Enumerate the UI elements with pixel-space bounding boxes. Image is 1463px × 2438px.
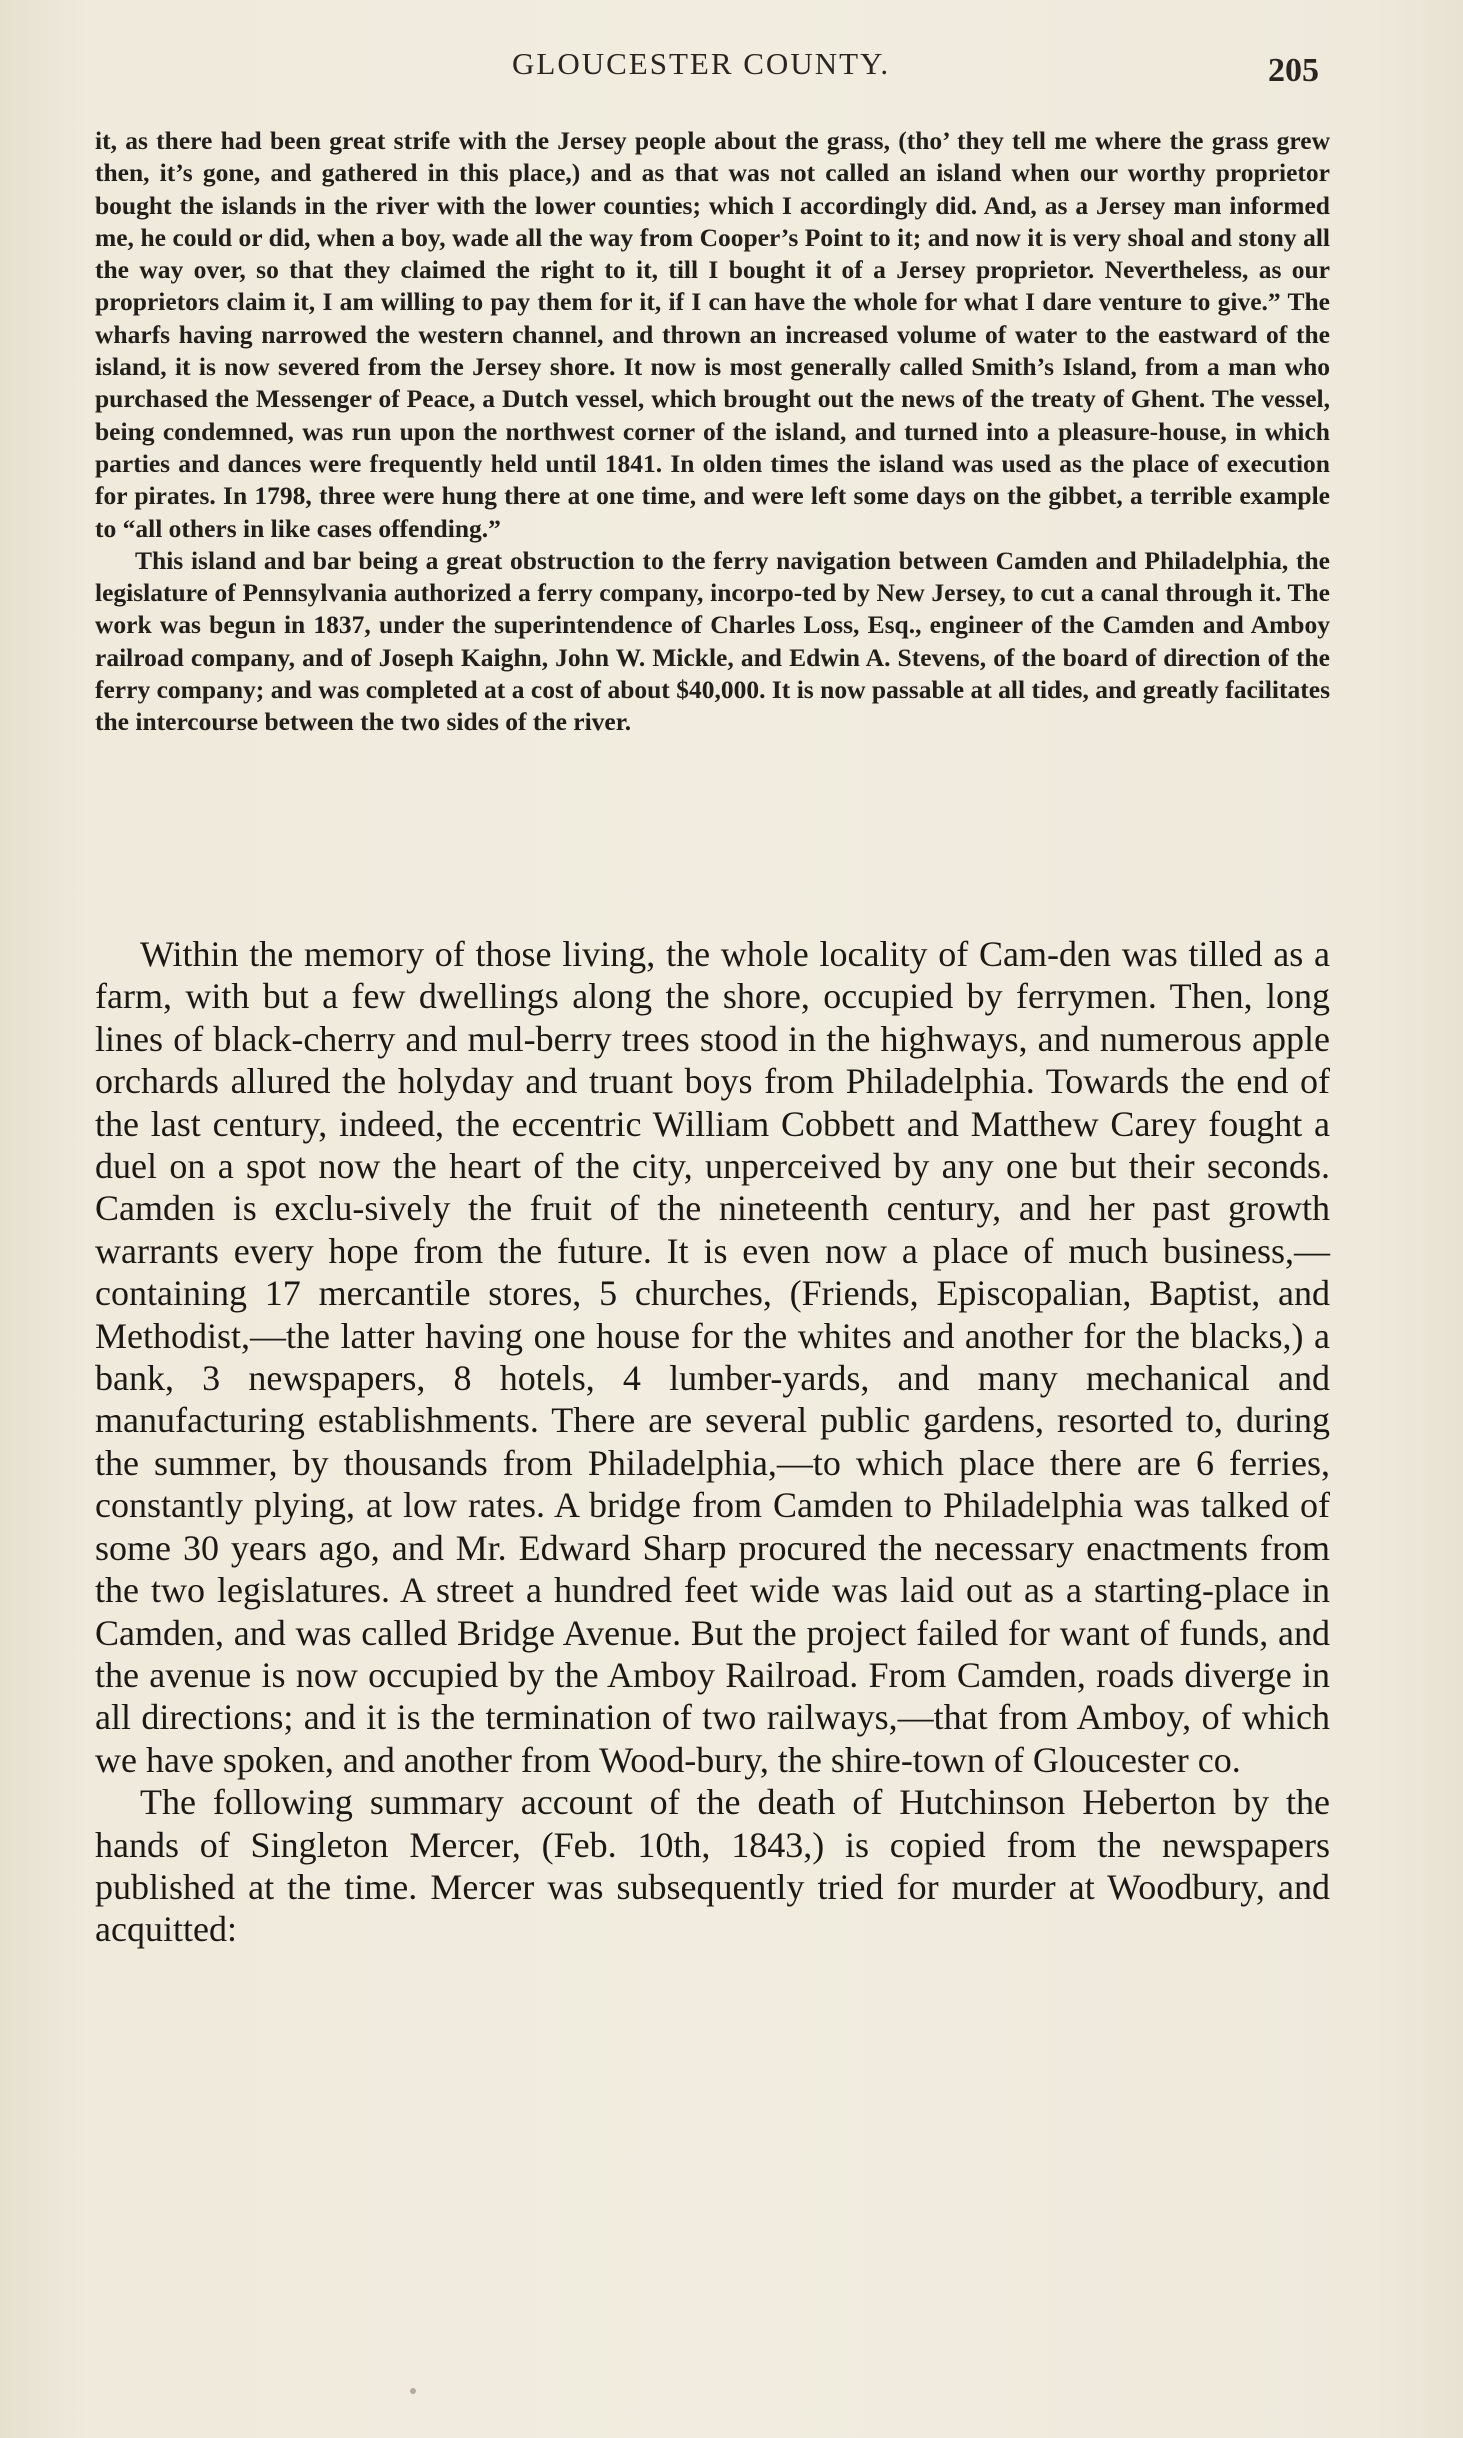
page-number: 205	[1268, 52, 1319, 89]
quoted-paragraph-2: This island and bar being a great obstruction to the ferry navigation between Camden and Philadelphia, the legislature of Pennsylvania authorized a ferry company, incorpo-ted by New Jersey, to cut a canal through it. The work was begun in 1837, under the superintendence of Charles Loss, Esq., engineer of the Camden and Amboy railroad company, and of Joseph Kaighn, John W. Mickle, and Edwin A. Stevens, of the board of direction of the ferry company; and was completed at a cost of about $40,000. It is now passable at all tides, and greatly facilitates the intercourse between the two sides of the river.	[95, 545, 1330, 737]
quoted-paragraph-1: it, as there had been great strife with the Jersey people about the grass, (tho’ they tell me where the grass grew then, it’s gone, and gathered in this place,) and as that was not called an island when our worthy proprietor bought the islands in the river with the lower counties; which I accordingly did. And, as a Jersey man informed me, he could or did, when a boy, wade all the way from Cooper’s Point to it; and now it is very shoal and stony all the way over, so that they claimed the right to it, till I bought it of a Jersey proprietor. Nevertheless, as our proprietors claim it, I am willing to pay them for it, if I can have the whole for what I dare venture to give.” The wharfs having narrowed the western channel, and thrown an increased volume of water to the eastward of the island, it is now severed from the Jersey shore. It now is most generally called Smith’s Island, from a man who purchased the Messenger of Peace, a Dutch vessel, which brought out the news of the treaty of Ghent. The vessel, being condemned, was run upon the northwest corner of the island, and turned into a pleasure-house, in which parties and dances were frequently held until 1841. In olden times the island was used as the place of execution for pirates. In 1798, three were hung there at one time, and were left some days on the gibbet, a terrible example to “all others in like cases offending.”	[95, 126, 1330, 543]
paper-speck	[410, 2388, 416, 2394]
quoted-passage	[95, 125, 1330, 739]
main-paragraph-1: Within the memory of those living, the whole locality of Cam-den was tilled as a farm, with but a few dwellings along the shore, occupied by ferrymen. Then, long lines of black-cherry and mul-berry trees stood in the highways, and numerous apple orchards allured the holyday and truant boys from Philadelphia. Towards the end of the last century, indeed, the eccentric William Cobbett and Matthew Carey fought a duel on a spot now the heart of the city, unperceived by any one but their seconds. Camden is exclu-sively the fruit of the nineteenth century, and her past growth warrants every hope from the future. It is even now a place of much business,—containing 17 mercantile stores, 5 churches, (Friends, Episcopalian, Baptist, and Methodist,—the latter having one house for the whites and another for the blacks,) a bank, 3 newspapers, 8 hotels, 4 lumber-yards, and many mechanical and manufacturing establishments. There are several public gardens, resorted to, during the summer, by thousands from Philadelphia,—to which place there are 6 ferries, constantly plying, at low rates. A bridge from Camden to Philadelphia was talked of some 30 years ago, and Mr. Edward Sharp procured the necessary enactments from the two legislatures. A street a hundred feet wide was laid out as a starting-place in Camden, and was called Bridge Avenue. But the project failed for want of funds, and the avenue is now occupied by the Amboy Railroad. From Camden, roads diverge in all directions; and it is the termination of two railways,—that from Amboy, of which we have spoken, and another from Wood-bury, the shire-town of Gloucester co.	[95, 934, 1330, 1780]
running-header: GLOUCESTER COUNTY.	[512, 46, 891, 81]
main-paragraph-2: The following summary account of the death of Hutchinson Heberton by the hands of Singleton Mercer, (Feb. 10th, 1843,) is copied from the newspapers published at the time. Mercer was subsequently tried for murder at Woodbury, and acquitted:	[95, 1782, 1330, 1950]
main-text	[95, 933, 1330, 1951]
